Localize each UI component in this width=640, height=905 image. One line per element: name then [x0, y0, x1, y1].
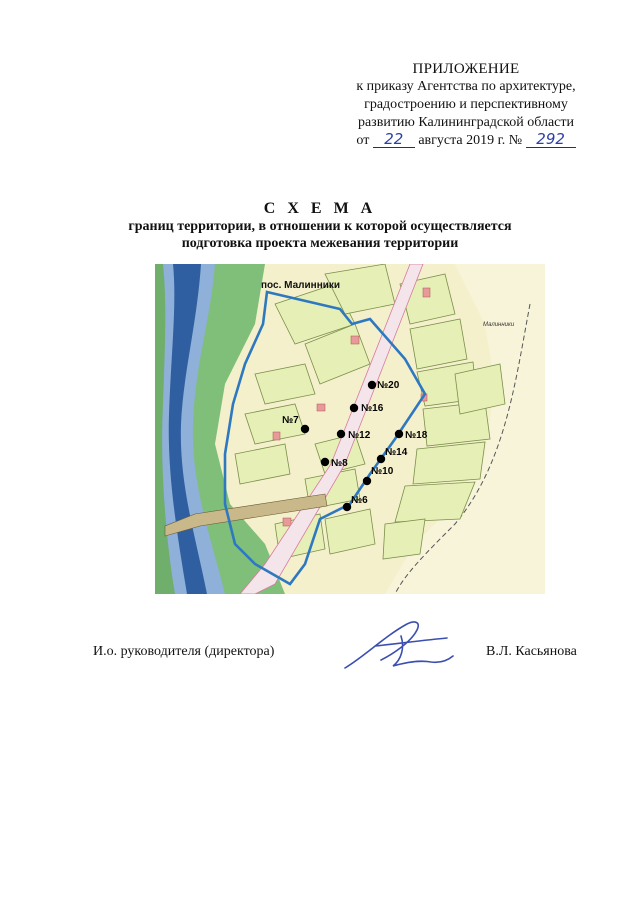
plot-marker-14 — [377, 455, 385, 463]
plot-marker-6 — [343, 503, 351, 511]
annex-block — [336, 60, 596, 150]
annex-title: ПРИЛОЖЕНИЕ — [412, 61, 520, 77]
plot-label-14: №14 — [385, 447, 408, 458]
territory-map — [155, 264, 545, 594]
building — [423, 288, 430, 297]
annex-line-1: к приказу Агентства по архитектуре, — [356, 79, 576, 94]
plot-marker-18 — [395, 430, 403, 438]
signer-name: В.Л. Касьянова — [486, 644, 577, 659]
plot-label-20: №20 — [377, 380, 400, 391]
plot-label-7: №7 — [282, 415, 299, 426]
building — [351, 336, 359, 344]
plot-marker-10 — [363, 477, 371, 485]
annex-date-line — [336, 132, 596, 150]
handwritten-day: 22 — [373, 132, 415, 148]
month-year: августа 2019 г. № — [418, 133, 523, 148]
parcel — [383, 519, 425, 559]
plot-label-18: №18 — [405, 430, 428, 441]
annex-line-3: развитию Калининградской области — [357, 115, 575, 130]
building — [273, 432, 280, 440]
plot-label-8: №8 — [331, 458, 348, 469]
plot-label-10: №10 — [371, 466, 394, 477]
plot-label-6: №6 — [351, 495, 368, 506]
building — [283, 518, 291, 526]
plot-marker-8 — [321, 458, 329, 466]
settlement-label-small: Малинники — [483, 322, 515, 328]
map-svg — [155, 264, 545, 594]
signature-stroke — [345, 622, 453, 668]
handwritten-order-number: 292 — [526, 132, 576, 148]
heading-line-1: границ территории, в отношении к которой осуществляется — [128, 219, 512, 234]
plot-marker-16 — [350, 404, 358, 412]
plot-marker-7 — [301, 425, 309, 433]
date-prefix: от — [356, 133, 370, 148]
handwritten-signature — [335, 616, 465, 676]
annex-line-2: градостроению и перспективному — [364, 97, 568, 112]
plot-marker-20 — [368, 381, 376, 389]
heading-word: С Х Е М А — [263, 200, 377, 217]
signer-position: И.о. руководителя (директора) — [93, 644, 275, 659]
plot-label-12: №12 — [348, 430, 371, 441]
plot-marker-12 — [337, 430, 345, 438]
settlement-label: пос. Малинники — [261, 280, 341, 291]
heading-line-2: подготовка проекта межевания территории — [181, 236, 459, 251]
plot-label-16: №16 — [361, 403, 384, 414]
parcel — [413, 442, 485, 484]
building — [317, 404, 325, 411]
signature-row — [0, 640, 640, 700]
document-heading — [0, 200, 640, 252]
